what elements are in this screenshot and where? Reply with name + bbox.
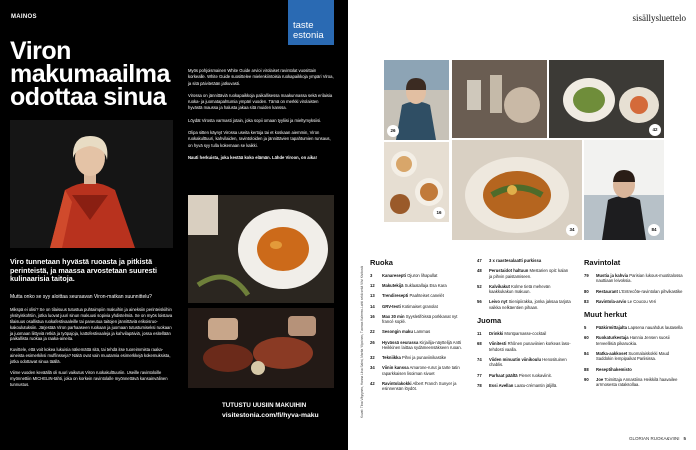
photo-credit xyxy=(358,258,364,418)
body-paragraph: Kuvittele, että voit kokea lukuisia näkemättä sitä, tai tehdä itse tuoreimmista raaka-aineista esimerkiksi muffinsseja? Näitä ovat vain muutamia esimerkkejä kokemuksista, jotka odottavat sinua täällä. xyxy=(10,347,171,365)
toc-page-number: 79 xyxy=(584,273,589,278)
toc-entry[interactable] xyxy=(584,273,684,284)
toc-entry-title: Hyvässä seurassa xyxy=(382,339,419,345)
toc-page-number: 48 xyxy=(477,268,482,274)
intro-paragraph: Olipa sitten käynyt Virossa useita kertoja tai et koskaan aiemmin, Viron ruokakulttuuri, kahvilaiden, ravintoloiden ja jännittävien tapahtumien runsaus, on hyvä syy tulla kokemaan se kaikki. xyxy=(188,130,331,148)
toc-entry-title: Parhaat päältä xyxy=(489,372,518,378)
toc-entry-title: Pääkirmittajalta xyxy=(596,325,627,331)
toc-entry-description: Toimittaja Annastiina Heikkilä haavailee arrmosesta rataksollaa. xyxy=(596,376,678,388)
page-tag: 42 xyxy=(649,124,661,136)
toc-entry-description: Kolme tietä mehevän kaakkukakun makuun. xyxy=(489,283,551,295)
toc-entry-text xyxy=(382,283,465,288)
toc-page-number: 68 xyxy=(477,341,482,347)
intro-paragraph: Virossa on jännittäviä ruokapaikkoja paikallisessa maakunnassa sekä erilaisia ruoka- ja juomatapahtumia ympäri vuoden. Tämä on merkki virolaisten hyvästä maussa ja halusta jakaa sitä muiden kanssa. xyxy=(188,92,333,111)
toc-page-number: 84 xyxy=(584,351,589,357)
toc-entry-title: Max 30 min xyxy=(382,313,405,319)
toc-entry-title: 3 x raastesalaatti purkissa xyxy=(489,258,542,263)
toc-entry-description: Lammas xyxy=(414,329,431,335)
toc-entry-title: Matka-aakkoset xyxy=(596,351,628,357)
toc-entry-description: Le Coucou Veri xyxy=(627,298,657,304)
toc-entry[interactable] xyxy=(370,273,465,278)
toc-page-number: 52 xyxy=(477,283,482,289)
toc-entry-description: Amarone-rurut ja tarte tatin raparkkaisen lisoiman sivuet xyxy=(382,365,460,376)
toc-entry-text xyxy=(596,367,684,372)
toc-page-number: 26 xyxy=(370,339,375,345)
headline xyxy=(10,37,180,111)
salad-photo xyxy=(549,60,664,138)
toc-entry-title: Leivo nyt xyxy=(489,299,508,305)
toc-entry-text xyxy=(489,373,572,378)
portrait-photo xyxy=(10,120,173,248)
toc-column-drinks xyxy=(477,258,572,393)
headline-line-3: odottaa sinua xyxy=(10,83,167,111)
toc-entry-text xyxy=(596,273,684,284)
toc-entry-text xyxy=(382,304,465,309)
toc-entry-description: Pienet ruokaviinit. xyxy=(518,372,552,378)
toc-page-number: 16 xyxy=(370,313,375,319)
toc-entry-title: Ravintola-arvio xyxy=(596,298,627,304)
toc-entry[interactable] xyxy=(477,383,572,388)
toc-entry[interactable] xyxy=(477,341,572,352)
ad-label: MAINOS xyxy=(11,14,37,20)
toc-entry-title: Viiden minuutin viinikoulu xyxy=(489,357,542,363)
toc-entry-description: Montparnasse-cocktail xyxy=(504,331,547,337)
toc-page-number: 80 xyxy=(584,288,589,294)
toc-entry-description: Syysletiföissä porkkanat nyt francé soplé. xyxy=(382,313,458,325)
toc-entry-description: L'Entrecôte-ravintolan pihvikastike xyxy=(619,288,683,294)
toc-entry-title: Mustia ja kahvia xyxy=(596,273,629,278)
toc-page-number: 14 xyxy=(370,303,375,309)
toc-entry-title: GRV-testi xyxy=(382,303,401,309)
page-tag: 84 xyxy=(648,224,660,236)
portrait-man-photo xyxy=(384,60,449,140)
subheading: Viro tunnetaan hyvästä ruoasta ja pitkistä perinteistä, ja maassa arvostetaan suuresti kulinaarisia taitoja. xyxy=(10,257,158,283)
toc-entry[interactable] xyxy=(370,355,465,360)
page-tag: 26 xyxy=(387,125,399,137)
toc-entry[interactable] xyxy=(370,340,465,351)
toc-column-food xyxy=(370,258,465,397)
toc-entry[interactable] xyxy=(370,381,465,392)
photo-credit-text: Kuvat: Tiina Väyrynen, Hanna Liisa Salmi, Martta Ylipoinen, Tuomas Kalermo-Lahti sekä sekä Viivi Kivikoski xyxy=(360,265,364,418)
toc-entry[interactable] xyxy=(370,283,465,288)
cta-link[interactable]: visitestonia.com/fi/hyva-maku xyxy=(222,412,319,419)
toc-page-number: 77 xyxy=(477,372,482,378)
toc-entry[interactable] xyxy=(584,351,684,362)
toc-entry-text xyxy=(489,383,572,388)
right-page xyxy=(348,0,696,450)
page-tag: 16 xyxy=(433,207,445,219)
toc-entry[interactable] xyxy=(477,284,572,295)
toc-entry[interactable] xyxy=(477,258,572,263)
toc-entry[interactable] xyxy=(477,357,572,368)
toc-page-number: 12 xyxy=(370,283,375,289)
toc-entry[interactable] xyxy=(370,304,465,309)
toc-entry-title: Restaurant xyxy=(596,288,618,294)
toc-entry-text xyxy=(489,299,572,310)
toc-entry-description: Parisian lukous-muotitalossa nauttiaan leivoksia. xyxy=(596,273,683,284)
page-footer xyxy=(629,436,686,441)
toc-entry-text xyxy=(596,335,684,346)
page-number: 5 xyxy=(683,436,686,441)
toc-entry[interactable] xyxy=(584,325,684,330)
toc-entry-description: Albert Franch Sunyer ja esinnensän löydöt. xyxy=(382,381,457,392)
toc-entry-title: Sesongin maku xyxy=(382,329,413,335)
toc-entry-text xyxy=(596,289,684,294)
dinner-photo xyxy=(188,308,334,388)
toc-entry[interactable] xyxy=(370,329,465,334)
body-paragraph: Viime vuoden keväällä oli suuri vaikutus Viron ruokakulttuuriin. Useille ravintoloille myönnettiin MICHELIN-tähti, joka on korkein ravintolalle myönnettävä kansainvälinen tunnustus. xyxy=(10,370,168,387)
footer-brand: GLORIAN RUOKA&VIINI xyxy=(628,436,680,441)
toc-entry[interactable] xyxy=(584,377,684,388)
toc-entry-text xyxy=(489,357,572,368)
toc-entry-description: Hannia Jensen suosii terveellisiä pikaruokia. xyxy=(596,335,670,346)
toc-entry-title: Kalvikakut xyxy=(489,283,510,289)
cta xyxy=(222,402,319,419)
toc-entry-description: Paahteiset canelét xyxy=(409,293,444,299)
toc-entry-description: Suomalaiskokki Maud Saddokin lempipaikat Pariisissa. xyxy=(596,351,670,362)
toc-entry-title: Tekniikka xyxy=(382,355,401,361)
toc-entry-description: Rhônen punaviinien korkeas laso-tehdosti vaalla. xyxy=(489,341,571,352)
toc-section-heading: Juoma xyxy=(477,316,502,326)
toc-entry-text xyxy=(382,355,465,360)
toc-entry-text xyxy=(596,351,684,362)
chef-photo xyxy=(584,140,664,240)
toc-entry-title: Essi Avellan xyxy=(489,382,514,388)
page-tag: 34 xyxy=(566,224,578,236)
toc-entry-title: Makutekijä xyxy=(382,283,404,289)
soup-photo xyxy=(188,195,334,303)
toc-entry-text xyxy=(489,331,572,336)
intro-paragraph: Löydät Virosta varmasti jotain, joka sopii omaan tyyliisi ja mieltymyksiisi. xyxy=(188,117,322,123)
toc-page-number: 83 xyxy=(584,298,589,304)
toc-entry[interactable] xyxy=(584,299,684,304)
toc-entry-description: Kotimaiset granolat xyxy=(401,303,438,309)
badge-line-1: taste xyxy=(293,20,314,31)
toc-section-heading: Ruoka xyxy=(370,258,393,267)
toc-page-number: 3 xyxy=(370,273,373,278)
main-dish-photo xyxy=(452,140,582,240)
toc-page-number: 42 xyxy=(370,381,375,387)
toc-entry-text xyxy=(382,314,465,325)
toc-entry-text xyxy=(596,325,684,330)
toc-page-number: 60 xyxy=(584,335,589,341)
headline-line-2: makumaailma xyxy=(10,60,170,88)
toc-page-number: 32 xyxy=(370,355,375,361)
body-text xyxy=(10,295,175,393)
toc-entry-text xyxy=(382,329,465,334)
toc-entry[interactable] xyxy=(584,289,684,294)
toc-entry-title: Perustaidot haltuun xyxy=(489,268,529,274)
toc-entry-title: Ravintolakokki xyxy=(382,381,412,387)
toc-entry-text xyxy=(382,293,465,298)
lead-paragraph: Mutta onko se syy aloittaa seuraavan Viron-matkan suunnittelu? xyxy=(10,294,152,300)
toc-page-number: 34 xyxy=(370,365,375,371)
toc-entry-description: Suklaatallaja Esa Kara xyxy=(404,283,447,289)
toc-column-restaurants xyxy=(584,258,684,392)
toc-entry[interactable] xyxy=(477,373,572,378)
toc-entry-title: Reseptihakemisto xyxy=(596,366,632,372)
toc-section-heading: Muut herkut xyxy=(584,310,627,320)
toc-page-number: 22 xyxy=(370,329,375,335)
toc-entry-title: Kanaresepti xyxy=(382,273,406,278)
toc-page-number: 90 xyxy=(584,376,589,382)
toc-entry-description: Lapsena nauahdus lautasella xyxy=(628,325,683,331)
taste-estonia-badge xyxy=(288,0,334,45)
cta-heading: TUTUSTU UUSIIN MAKUIHIN xyxy=(222,402,307,409)
toc-entry[interactable] xyxy=(477,299,572,310)
intro-closing: Nauti herkuista, joka kestää koko elämän. Lähde Viroon, on aika! xyxy=(188,154,317,160)
toc-entry-title: Ruokaturkestaja xyxy=(596,335,629,341)
headline-line-1: Viron xyxy=(10,37,71,65)
toc-entry[interactable] xyxy=(584,367,684,372)
toc-entry-text xyxy=(489,284,572,295)
badge-line-2: estonia xyxy=(293,30,324,41)
toc-entry-description: Sienipiirakka, jonka jaksaa tarjota vaikka nelkäentien pihaan. xyxy=(489,299,571,310)
toc-entry-text xyxy=(489,341,572,352)
toc-page-number: 11 xyxy=(477,331,482,337)
toc-entry-text xyxy=(596,377,684,388)
toc-entry-description: Pihvi ja punaviinikastike xyxy=(401,355,447,361)
toc-entry-description: Henosituinen chablis. xyxy=(489,357,567,368)
toc-entry-title: Drinkki xyxy=(489,331,504,337)
toc-page-number: 5 xyxy=(584,325,587,331)
toc-page-number: 13 xyxy=(370,293,375,299)
toc-entry[interactable] xyxy=(477,268,572,279)
body-paragraph: Mikspä ei olisi? Se on tilaisuus tutustua puhtaimpiin makuihin ja aineksiin perinteiskiihin yksityiskohtiin, jotka luovat juuri sinun makuusi sopivia yhdistelmiä. Se on myös loistava tilaisuus osallistua ruokafestivaaleille tai paneutua taitojen jännittäviä erikoisruokakoulutuksiin. Järjestää Viron parhaaseen ruokaan ja juomaan tutustumiseksi ruokaan ja juomaan liittyviä retkiä ja työpajoja, kattofestivaaleja ja kahvilapäiviä, jossa esitellään paikallista ruokaa ja raaka-aineita. xyxy=(10,306,173,342)
toc-entry-title: Viinitesti xyxy=(489,341,507,347)
toc-entry[interactable] xyxy=(370,365,465,376)
toc-entry-description: Mestarien opit: kalan ja pihvin paistamiseen. xyxy=(489,268,569,279)
toc-entry-description: Ojuron lihapullat xyxy=(407,273,438,278)
toc-title: sisällysluettelo xyxy=(632,13,686,23)
intro-paragraph: Myös pohjoismainen White Guide arvioi virolaiset ravintolat vuosittain korkealle. White Guide suosittelee mielenkiintoisia ruokapaikkoja ympäri Viroa, ja sitä päivitetään jatkuvasti. xyxy=(188,68,334,86)
toc-page-number: 88 xyxy=(584,366,589,372)
toc-entry-title: Viinin kanssa xyxy=(382,365,409,371)
toc-page-number: 74 xyxy=(477,357,482,363)
toc-entry-text xyxy=(489,268,572,279)
toc-entry-description: Kirjailija-näyttelijä Antti Heikkinen laittaa sydämeensäkseen ruoan. xyxy=(382,339,462,351)
toc-entry-title: Trendiresepti xyxy=(382,293,409,299)
toc-entry-text xyxy=(382,381,465,392)
drinks-photo xyxy=(452,60,547,138)
toc-entry-text xyxy=(596,299,684,304)
toc-page-number: 56 xyxy=(477,299,482,305)
toc-entry-title: Joe xyxy=(596,376,604,382)
toc-entry[interactable] xyxy=(584,335,684,346)
toc-entry-description: Laatu-crémantin jäljillä. xyxy=(514,382,558,388)
toc-entry[interactable] xyxy=(370,293,465,298)
toc-entry-text xyxy=(382,273,465,278)
toc-page-number: 47 xyxy=(477,258,482,263)
toc-entry-text xyxy=(489,258,572,263)
toc-entry-text xyxy=(382,365,465,376)
bowls-photo xyxy=(384,142,449,222)
toc-page-number: 78 xyxy=(477,382,482,388)
toc-section-heading: Ravintolat xyxy=(584,258,621,267)
intro-text xyxy=(188,68,334,167)
toc-entry-text xyxy=(382,340,465,351)
toc-entry[interactable] xyxy=(370,314,465,325)
toc-entry[interactable] xyxy=(477,331,572,336)
